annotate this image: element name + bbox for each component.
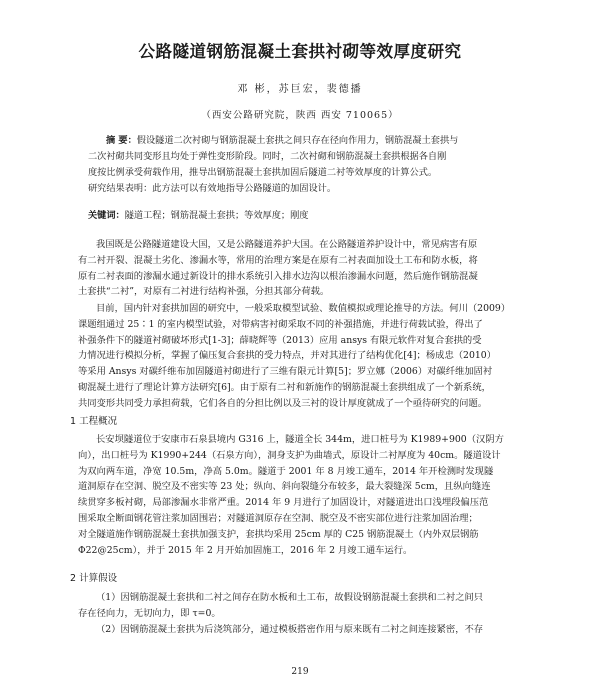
intro-paragraph-1 [78, 237, 533, 300]
body-line: （1）因钢筋混凝土套拱和二衬之间存在防水板和土工布，故假设钢筋混凝土套拱和二衬之间只 [96, 592, 484, 603]
body-line: 土套拱“二衬”，对原有二衬进行结构补强，分担其部分荷载。 [78, 286, 330, 298]
keywords-label: 关键词： [88, 210, 125, 221]
body-line: 围采取全断面钢花管注浆加固围岩；对隧道洞原存在空洞、脱空及不密实部位进行注浆加固治理； [78, 512, 478, 524]
section-1-heading: 1 工程概况 [70, 416, 118, 427]
body-line: 力情况进行模拟分析，掌握了偏压复合套拱的受力特点，并对其进行了结构优化[4]；杨成忠（2010） [78, 350, 497, 362]
abstract-line: 二次衬砌共同变形且均处于弹性变形阶段。同时，二次衬砌和钢筋混凝土套拱根据各自刚 [88, 151, 447, 162]
keywords-text: 隧道工程；钢筋混凝土套拱；等效厚度；刚度 [124, 210, 309, 221]
abstract [88, 133, 528, 197]
abstract-line: 假设隧道二次衬砌与钢筋混凝土套拱之间只存在径向作用力，钢筋混凝土套拱与 [136, 135, 459, 146]
body-line: 长安坝隧道位于安康市石泉县境内 G316 上，隧道全长 344m，进口桩号为 K1989+900（汉阴方 [96, 434, 504, 445]
abstract-label: 摘 要： [106, 135, 137, 146]
keywords [88, 207, 528, 221]
abstract-line: 度按比例承受荷载作用，推导出钢筋混凝土套拱加固后隧道二衬等效厚度的计算公式。 [88, 167, 438, 178]
body-line: 有二衬开裂、混凝土劣化、渗漏水等，常用的治理方案是在原有二衬表面加设土工布和防水板，将 [78, 254, 478, 266]
paper-title: 公路隧道钢筋混凝土套拱衬砌等效厚度研究 [138, 42, 462, 61]
body-line: 我国既是公路隧道建设大国，又是公路隧道养护大国。在公路隧道养护设计中，常见病害有原 [96, 239, 478, 250]
body-line: 向），出口桩号为 K1990+244（石泉方向），洞身支护为曲墙式，原设计二衬厚度为 40cm。隧道设计 [78, 449, 501, 461]
section-1-body [78, 432, 533, 558]
intro-paragraph-2 [78, 301, 533, 412]
section-2-heading: 2 计算假设 [70, 573, 118, 584]
body-line: 目前，国内针对套拱加固的研究中，一般采取模型试验、数值模拟或理论推导的方法。何川（2009） [96, 303, 511, 314]
body-line: （2）因钢筋混凝土套拱为后浇筑部分，通过模板搭密作用与原来既有二衬之间连接紧密，不存 [96, 623, 484, 635]
body-line: 等采用 Ansys 对碳纤维布加固隧道衬砌进行了三维有限元计算[5]；罗立娜（2006）对碳纤维加固衬 [78, 366, 493, 378]
body-line: 续贯穿多板衬砌，局部渗漏水非常严重。2014 年 9 月进行了加固设计，对隧道进出口浅埋段偏压范 [78, 497, 489, 509]
authors: 邓 彬，苏巨宏，裴德播 [237, 84, 363, 95]
body-line: Φ22@25cm），并于 2015 年 2 月开始加固施工，2016 年 2 月竣工通车运行。 [78, 544, 413, 556]
body-line: 课题组通过 25∶1 的室内模型试验，对带病害衬砌采取不同的补强措施，并进行荷载试验，得出了 [78, 318, 483, 330]
affiliation: （西安公路研究院，陕西 西安 710065） [201, 110, 399, 121]
body-line: 补强条件下的隧道衬砌破坏形式[1-3]；薛晓辉等（2013）应用 ansys 有限元软件对复合套拱的受 [78, 334, 482, 346]
body-line: 共同变形共同受力承担荷载，它们各自的分担比例以及三衬的设计厚度就成了一个亟待研究的问题。 [78, 397, 488, 409]
body-line: 原有二衬表面的渗漏水通过新设计的排水系统引入排水边沟以根治渗漏水问题，然后施作钢筋混凝 [78, 270, 478, 282]
body-line: 砌混凝土进行了理论计算方法研究[6]。由于原有二衬和新施作的钢筋混凝土套拱组成了一个新系统， [78, 381, 491, 393]
body-line: 道洞原存在空洞、脱空及不密实等 23 处；纵向、斜向裂缝分布较多，最大裂缝深 5cm，且纵向缝连 [78, 481, 491, 493]
body-line: 对全隧道施作钢筋混凝土套拱加强支护，套拱均采用 25cm 厚的 C25 钢筋混凝土（内外双层钢筋 [78, 528, 479, 540]
section-2-body [78, 590, 533, 637]
page-number: 219 [291, 667, 309, 677]
body-line: 为双向两车道，净宽 10.5m，净高 5.0m。隧道于 2001 年 8 月竣工通车，2014 年开检测时发现隧 [78, 465, 494, 477]
body-line: 存在径向力，无切向力，即 τ=0。 [78, 607, 221, 619]
abstract-line: 研究结果表明：此方法可以有效地指导公路隧道的加固设计。 [88, 183, 337, 194]
